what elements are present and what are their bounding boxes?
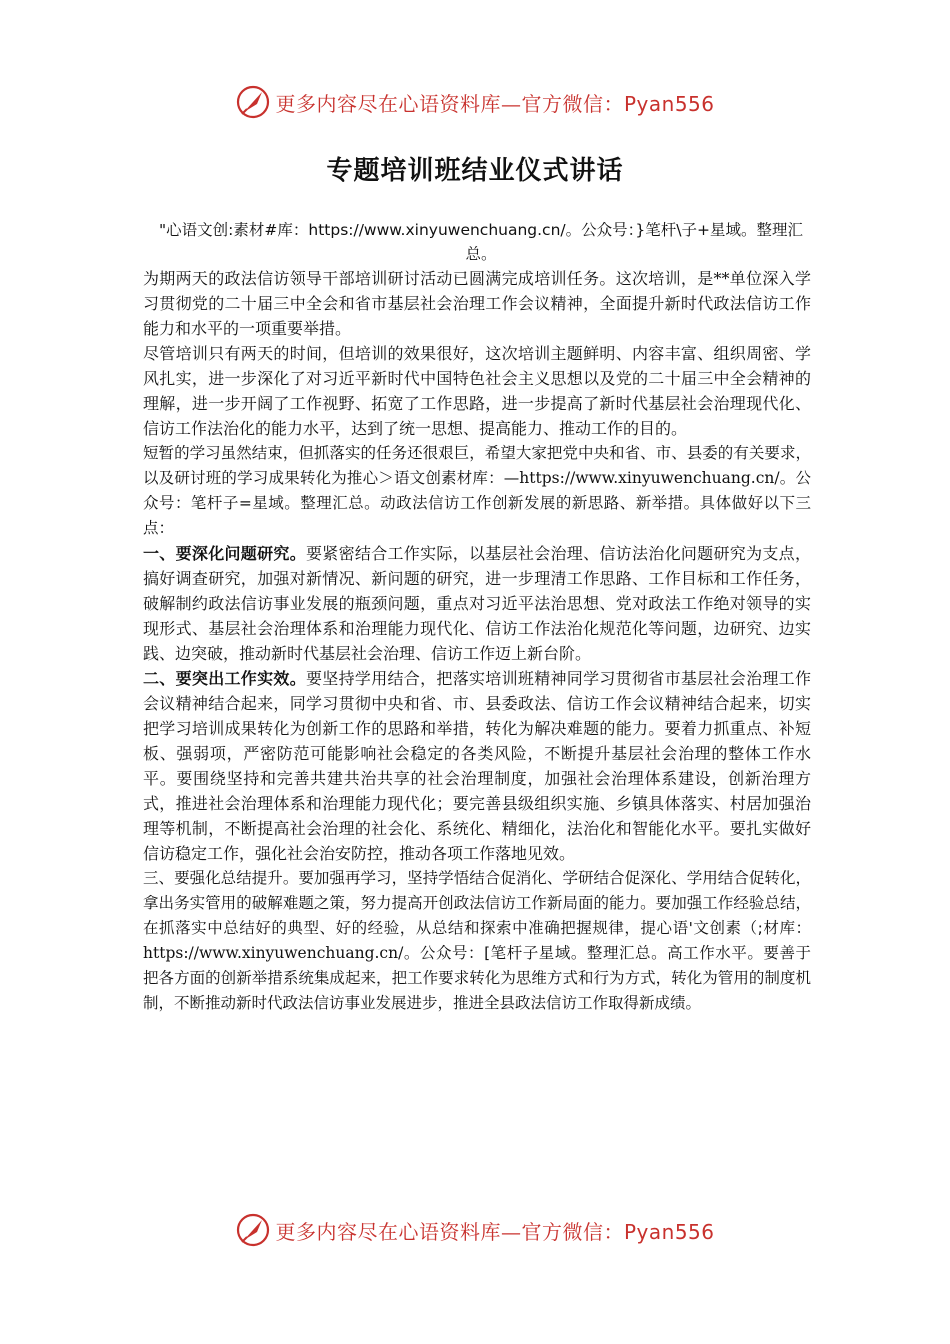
quill-logo-icon <box>235 1212 271 1248</box>
source-note: "心语文创:素材#库：https://www.xinyuwenchuang.cn/。公众号：}笔杆\子+星域。整理汇总。 <box>159 221 803 263</box>
paragraph-point-3: 三、要强化总结提升。要加强再学习，坚持学悟结合促消化、学研结合促深化、学用结合促转化，拿出务实管用的破解难题之策，努力提高开创政法信访工作新局面的能力。要加强工作经验总结，在抓落实中总结好的典型、好的经验，从总结和探索中准确把握规律，提心语'文创素（;材库：https://www.xinyuwenchuang.cn/。公众号：[笔杆子星域。整理汇总。高工作水平。要善于把各方面的创新举措系统集成起来，把工作要求转化为思维方式和行为方式，转化为管用的制度机制，不断推动新时代政法信访事业发展进步，推进全县政法信访工作取得新成绩。 <box>143 869 811 1012</box>
source-url: https://www.xinyuwenchuang.cn/ <box>143 944 404 962</box>
paragraph-intro: 为期两天的政法信访领导干部培训研讨活动已圆满完成培训任务。这次培训，是**单位深入学习贯彻党的二十届三中全会和省市基层社会治理工作会议精神，全面提升新时代政法信访工作能力和水平的一项重要举措。 <box>143 269 811 338</box>
watermark-banner-top <box>0 82 950 122</box>
paragraph-point-1: 一、要深化问题研究。要紧密结合工作实际，以基层社会治理、信访法治化问题研究为支点，搞好调查研究，加强对新情况、新问题的研究，进一步理清工作思路、工作目标和工作任务，破解制约政法信访事业发展的瓶颈问题，重点对习近平法治思想、党对政法工作绝对领导的实现形式、基层社会治理体系和治理能力现代化、信访工作法治化规范化等问题，边研究、边实践、边突破，推动新时代基层社会治理、信访工作迈上新台阶。 <box>143 544 811 663</box>
paragraph-effect: 尽管培训只有两天的时间，但培训的效果很好，这次培训主题鲜明、内容丰富、组织周密、学风扎实，进一步深化了对习近平新时代中国特色社会主义思想以及党的二十届三中全会精神的理解，进一步开阔了工作视野、拓宽了工作思路，进一步提高了新时代基层社会治理现代化、信访工作法治化的能力水平，达到了统一思想、提高能力、推动工作的目的。 <box>143 344 811 438</box>
quill-logo-icon <box>235 84 271 120</box>
watermark-text: 更多内容尽在心语资料库—官方微信：Pyan556 <box>275 91 715 116</box>
paragraph-transition: 短暂的学习虽然结束，但抓落实的任务还很艰巨，希望大家把党中央和省、市、县委的有关要求，以及研讨班的学习成果转化为推心＞语文创素材库：—https://www.xinyuwenchuang.cn/。公众号：笔杆子=星域。整理汇总。动政法信访工作创新发展的新思路、新举措。具体做好以下三点： <box>143 444 811 537</box>
document-title: 专题培训班结业仪式讲话 <box>326 156 624 186</box>
document-body <box>143 218 811 1016</box>
paragraph-point-2: 二、要突出工作实效。要坚持学用结合，把落实培训班精神同学习贯彻省市基层社会治理工作会议精神结合起来，同学习贯彻中央和省、市、县委政法、信访工作会议精神结合起来，切实把学习培训成果转化为创新工作的思路和举措，转化为解决难题的能力。要着力抓重点、补短板、强弱项，严密防范可能影响社会稳定的各类风险，不断提升基层社会治理的整体工作水平。要围绕坚持和完善共建共治共享的社会治理制度，加强社会治理体系建设，创新治理方式，推进社会治理体系和治理能力现代化；要完善县级组织实施、乡镇具体落实、村居加强治理等机制，不断提高社会治理的社会化、系统化、精细化，法治化和智能化水平。要扎实做好信访稳定工作，强化社会治安防控，推动各项工作落地见效。 <box>143 669 811 863</box>
point-2-heading: 二、要突出工作实效。 <box>143 669 306 688</box>
watermark-text: 更多内容尽在心语资料库—官方微信：Pyan556 <box>275 1219 715 1244</box>
watermark-banner-bottom <box>0 1210 950 1250</box>
source-url: https://www.xinyuwenchuang.cn/ <box>519 469 780 487</box>
point-1-heading: 一、要深化问题研究。 <box>143 544 306 563</box>
